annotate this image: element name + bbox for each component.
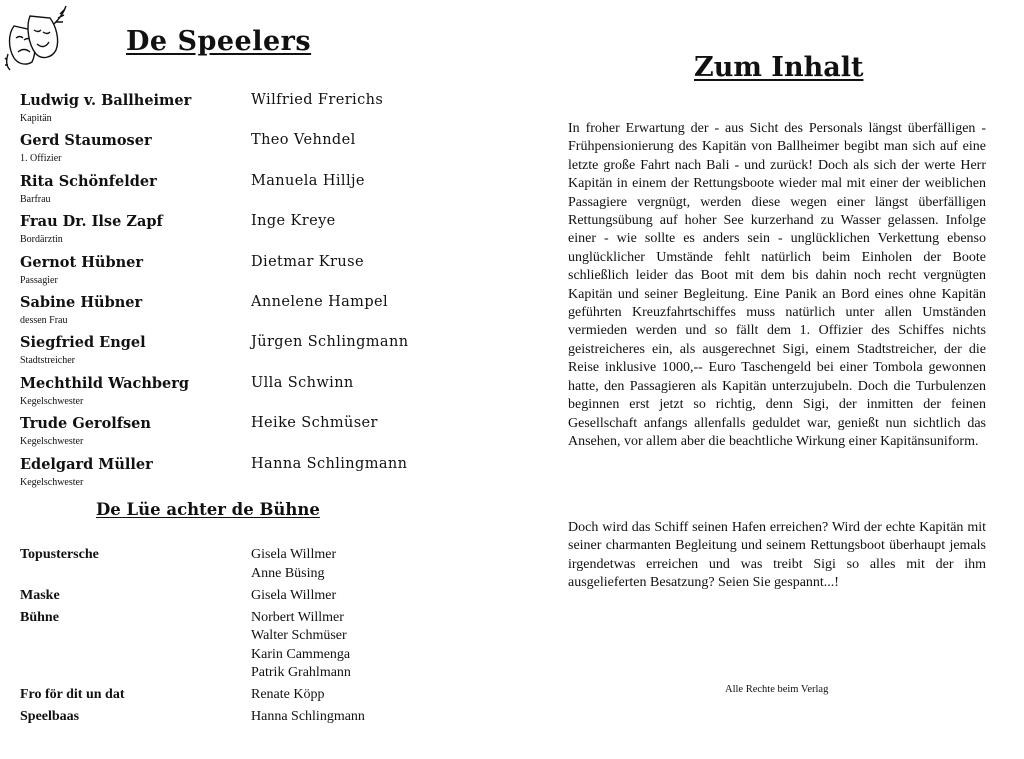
crew-entry [20, 686, 500, 705]
character-name: Trude Gerolfsen [20, 415, 151, 433]
crew-entry [20, 609, 500, 683]
crew-person: Norbert Willmer [251, 609, 344, 625]
character-name: Edelgard Müller [20, 455, 153, 473]
crew-people [251, 609, 500, 683]
crew-heading: De Lüe achter de Bühne [96, 500, 320, 519]
character-role: Stadtstreicher [20, 355, 75, 367]
character-role: Bordärztin [20, 234, 63, 246]
cast-entry [20, 254, 500, 294]
crew-list [20, 546, 500, 727]
cast-entry [20, 334, 500, 374]
crew-person: Renate Köpp [251, 687, 325, 702]
actor-name: Annelene Hampel [251, 293, 389, 310]
cast-list [20, 92, 500, 496]
synopsis-heading: Zum Inhalt [694, 52, 864, 83]
character-name: Frau Dr. Ilse Zapf [20, 213, 163, 231]
crew-people [251, 546, 500, 583]
cast-entry [20, 132, 500, 172]
synopsis-paragraph: In froher Erwartung der - aus Sicht des Personals längst überfälligen - Frühpensionierung des Kapitän von Ballheimer begibt man sich auf eine letzte große Fahrt nach Bali - und zurück! Doch als sich der werte Herr Kapitän in einem der Rettungsboote wieder mal mit einer der weiblichen Passagiere vergnügt, werden diese wegen einer längst überfälligen Rettungsübung auf hoher See kurzerhand zu Wasser gelassen. Infolge einer - wie sollte es anders sein - unglücklichen Verkettung ebenso unglücklicher Umstände fehlt natürlich beim Einholen der Boote schließlich leider das Boot mit dem bis dahin noch recht vergnügten Kapitän und seiner Begleitung. Eine Panik an Bord eines ohne Kapitän geführten Kreuzfahrtschiffes muss natürlich unter allen Umständen vermieden werden und so fällt dem 1. Offizier des Schiffes nichts geistreicheres ein, als ausgerechnet Sigi, einem Stadtstreicher, der die Reise inklusive 1000,-- Euro Taschengeld bei einer Tombola gewonnen hatte, den Passagieren als Kapitän unterzujubeln. Doch die Turbulenzen beginnen erst jetzt so richtig, denn Sigi, der inmitten der feinen Gesellschaft anfangs allenfalls geduldet war, genießt nun sichtlich das Ansehen, vor allem aber die beachtliche Wirkung einer Kapitänsuniform. [568, 121, 986, 449]
crew-role: Fro för dit un dat [20, 687, 125, 702]
crew-person: Gisela Willmer [251, 587, 337, 603]
actor-name: Inge Kreye [251, 213, 336, 230]
character-name: Rita Schönfelder [20, 172, 157, 190]
crew-person: Anne Büsing [251, 565, 325, 581]
crew-entry [20, 587, 500, 606]
crew-role: Bühne [20, 609, 59, 625]
actor-name: Wilfried Frerichs [251, 92, 384, 108]
character-role: Kapitän [20, 113, 52, 124]
crew-person: Karin Cammenga [251, 646, 351, 662]
character-name: Siegfried Engel [20, 334, 146, 352]
actor-name: Manuela Hillje [251, 172, 365, 189]
character-name: Sabine Hübner [20, 293, 143, 311]
character-role: Passagier [20, 274, 58, 286]
crew-person: Walter Schmüser [251, 628, 347, 643]
crew-person: Patrik Grahlmann [251, 665, 351, 680]
crew-person: Hanna Schlingmann [251, 709, 365, 724]
character-name: Gernot Hübner [20, 253, 143, 271]
character-role: Barfrau [20, 193, 51, 205]
crew-people [251, 708, 500, 727]
crew-person: Gisela Willmer [251, 547, 337, 562]
cast-entry [20, 456, 500, 496]
crew-entry [20, 708, 500, 727]
cast-entry [20, 415, 500, 455]
character-name: Gerd Staumoser [20, 132, 152, 150]
character-role: Kegelschwester [20, 476, 84, 488]
cast-entry [20, 173, 500, 213]
actor-name: Theo Vehndel [251, 132, 356, 149]
actor-name: Heike Schmüser [251, 415, 378, 432]
character-name: Ludwig v. Ballheimer [20, 92, 192, 109]
character-role: dessen Frau [20, 314, 68, 326]
crew-people [251, 686, 500, 705]
crew-role: Topustersche [20, 547, 99, 562]
character-role: 1. Offizier [20, 153, 62, 165]
actor-name: Dietmar Kruse [251, 253, 364, 270]
theater-masks-icon [4, 4, 70, 72]
crew-entry [20, 546, 500, 583]
character-role: Kegelschwester [20, 436, 84, 448]
right-page [512, 0, 1024, 759]
cast-entry [20, 375, 500, 415]
cast-heading: De Speelers [126, 26, 312, 57]
cast-entry [20, 294, 500, 334]
cast-entry [20, 213, 500, 253]
cast-entry [20, 92, 500, 132]
actor-name: Hanna Schlingmann [251, 455, 408, 472]
crew-role: Maske [20, 587, 60, 603]
actor-name: Ulla Schwinn [251, 374, 354, 391]
copyright-note: Alle Rechte beim Verlag [725, 684, 829, 695]
crew-people [251, 587, 500, 606]
character-role: Kegelschwester [20, 395, 84, 407]
crew-role: Speelbaas [20, 709, 80, 724]
actor-name: Jürgen Schlingmann [251, 334, 409, 351]
character-name: Mechthild Wachberg [20, 374, 190, 392]
synopsis-paragraph-question: Doch wird das Schiff seinen Hafen erreichen? Wird der echte Kapitän mit seiner charmanten Begleitung und seinem Rettungsboot überhaupt jemals irgendetwas erreichen und was treibt Sigi so alles mit der ihm ausgelieferten Besatzung? Seien Sie gespannt...! [568, 520, 986, 591]
